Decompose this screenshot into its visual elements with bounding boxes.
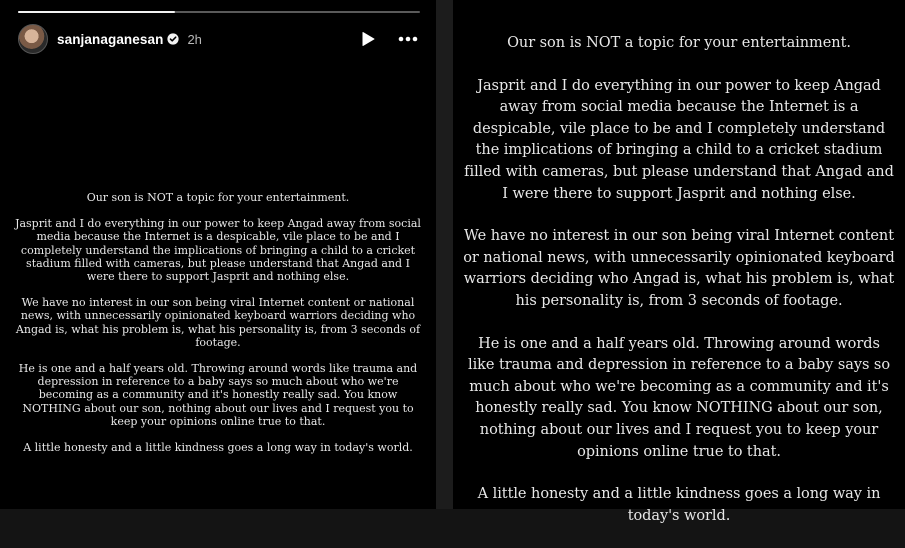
story-paragraph: Our son is NOT a topic for your entertainment.: [86, 191, 350, 204]
story-paragraph: He is one and a half years old. Throwing around words like trauma and depression in reference to a baby says so much about who we're becoming as a community and it's honestly really sad. You know NOTHING about our son, nothing about our lives and I request you to keep your opinions online true to that.: [467, 335, 890, 460]
story-text-zoomed-panel: [453, 0, 905, 524]
username[interactable]: sanjanaganesan: [57, 31, 164, 47]
story-paragraph: A little honesty and a little kindness goes a long way in today's world.: [23, 441, 413, 455]
story-paragraph: Jasprit and I do everything in our power to keep Angad away from social media because the Internet is a despicable, vile place to be and I completely understand the implications of bringing a child to a cricket stadium filled with cameras, but please understand that Angad and I were there to support Jasprit and nothing else.: [15, 217, 421, 284]
story-paragraph: We have no interest in our son being viral Internet content or national news, with unnecessarily opinionated keyboard warriors deciding who Angad is, what his problem is, what his personality is, from 3 seconds of footage.: [15, 296, 421, 349]
story-text: [12, 191, 424, 467]
story-paragraph: A little honesty and a little kindness goes a long way in today's world.: [477, 486, 881, 524]
story-panel-screenshot: [0, 0, 436, 509]
panel-divider: [436, 0, 453, 509]
more-options-icon[interactable]: [398, 36, 418, 42]
story-text-zoomed: [463, 33, 895, 548]
avatar[interactable]: [18, 24, 48, 54]
story-paragraph: He is one and a half years old. Throwing around words like trauma and depression in reference to a baby says so much about who we're becoming as a community and it's honestly really sad. You know NOTHING about our son, nothing about our lives and I request you to keep your opinions online true to that.: [18, 362, 418, 428]
story-paragraph: Our son is NOT a topic for your entertainment.: [507, 35, 851, 51]
story-progress-bar: [18, 11, 420, 13]
story-paragraph: Jasprit and I do everything in our power to keep Angad away from social media because the Internet is a despicable, vile place to be and I completely understand the implications of bringing a child to a cricket stadium filled with cameras, but please understand that Angad and I were there to support Jasprit and nothing else.: [464, 77, 894, 202]
verified-badge-icon: [167, 33, 179, 45]
story-paragraph: We have no interest in our son being viral Internet content or national news, with unnecessarily opinionated keyboard warriors deciding who Angad is, what his problem is, what his personality is, from 3 seconds of footage.: [463, 228, 895, 309]
story-progress-fill: [18, 11, 175, 13]
story-header: [18, 22, 420, 56]
play-icon[interactable]: [360, 31, 376, 47]
post-time: 2h: [187, 31, 202, 47]
